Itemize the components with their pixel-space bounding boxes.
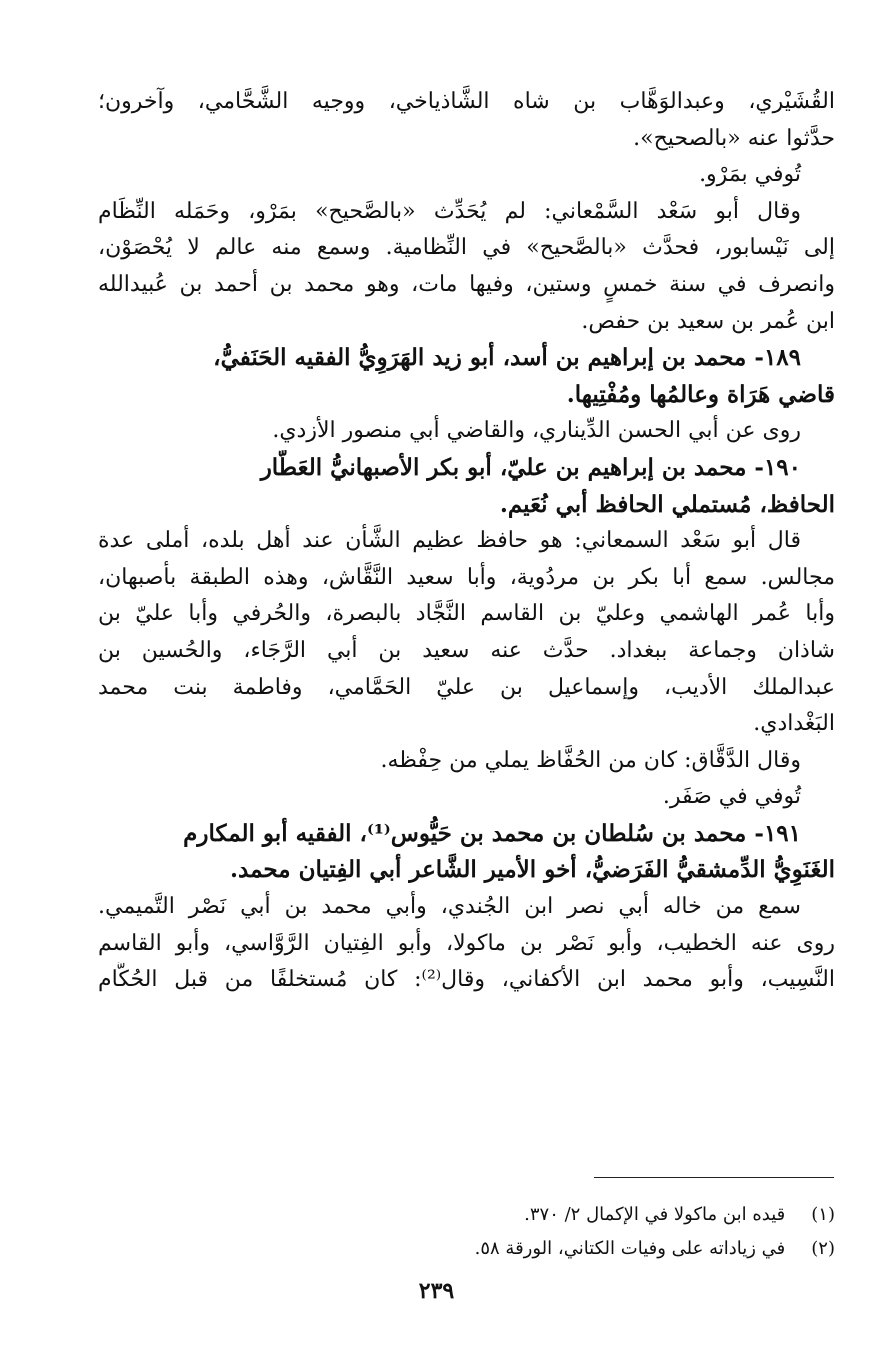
body-text-line: روى عنه الخطيب، وأبو نَصْر بن ماكولا، وأبو الفِتيان الرَّوَّاسي، وأبو القاسم [98, 930, 835, 956]
body-text-line: وقال الدَّقَّاق: كان من الحُفَّاظ يملي من حِفْظه. [380, 747, 801, 773]
body-text-line: ابن عُمر بن سعيد بن حفص. [581, 308, 835, 334]
entry-heading-line: الحافظ، مُستملي الحافظ أبي نُعَيم. [499, 490, 835, 518]
entry-heading-line: قاضي هَرَاة وعالمُها ومُفْتِيها. [566, 380, 835, 408]
footnote-1 [98, 1198, 835, 1232]
body-text-line: شاذان وجماعة ببغداد. حدَّث عنه سعيد بن أبي الرَّجَاء، والحُسين بن [98, 637, 835, 663]
entry-heading-line: ١٩٠- محمد بن إبراهيم بن عليّ، أبو بكر الأصبهانيُّ العَطَّار [260, 453, 801, 481]
footnote-1-number: (١) [811, 1204, 835, 1225]
body-text-line: وقال أبو سَعْد السَّمْعاني: لم يُحَدِّث «بالصَّحيح» بمَرْو، وحَمَله النِّظَام [98, 198, 801, 224]
body-text-line: تُوفي بمَرْو. [699, 162, 801, 188]
footnote-2-text: في زياداته على وفيات الكتاني، الورقة ٥٨. [474, 1238, 786, 1259]
footnote-1-text: قيده ابن ماكولا في الإكمال ٢/ ٣٧٠. [524, 1204, 786, 1225]
body-text-line: سمع من خاله أبي نصر ابن الجُندي، وأبي محمد بن أبي نَصْر التَّميمي. [98, 894, 801, 920]
footnote-2-number: (٢) [811, 1238, 835, 1259]
footnotes [98, 1198, 835, 1266]
entry-heading-line: ١٩١- محمد بن سُلطان بن محمد بن حَيُّوس⁽¹⁾، الفقيه أبو المكارم [183, 819, 801, 847]
body-text-line: وانصرف في سنة خمسٍ وستين، وفيها مات، وهو محمد بن أحمد بن عُبيدالله [98, 271, 835, 297]
body-text-line: عبدالملك الأديب، وإسماعيل بن عليّ الحَمَّامي، وفاطمة بنت محمد [98, 674, 835, 700]
body-text-line: روى عن أبي الحسن الدِّيناري، والقاضي أبي منصور الأزدي. [272, 418, 801, 444]
body-text-line: حدَّثوا عنه «بالصحيح». [633, 125, 835, 151]
page-body [98, 84, 835, 999]
body-text-line: قال أبو سَعْد السمعاني: هو حافظ عظيم الشَّأن عند أهل بلده، أملى عدة [98, 528, 801, 554]
body-text-line: مجالس. سمع أبا بكر بن مردُوية، وأبا سعيد النَّقَّاش، وهذه الطبقة بأصبهان، [98, 564, 835, 590]
body-text-line: تُوفي في صَفَر. [662, 784, 801, 810]
footnote-2 [98, 1232, 835, 1266]
body-text-line: إلى نَيْسابور، فحدَّث «بالصَّحيح» في النِّظامية. وسمع منه عالم لا يُحْصَوْن، [98, 235, 835, 261]
entry-heading-line: ١٨٩- محمد بن إبراهيم بن أسد، أبو زيد الهَرَوِيُّ الفقيه الحَنَفيُّ، [213, 344, 801, 372]
entry-heading-line: الغَنَوِيُّ الدِّمشقيُّ الفَرَضيُّ، أخو الأمير الشَّاعر أبي الفِتيان محمد. [230, 856, 835, 884]
body-text-line: وأبا عُمر الهاشمي وعليّ بن القاسم النَّجَّاد بالبصرة، والحُرفي وأبا عليّ بن [98, 601, 835, 627]
footnote-divider [594, 1177, 834, 1178]
page-number: ٢٣٩ [418, 1278, 455, 1304]
body-text-line: النَّسِيب، وأبو محمد ابن الأكفاني، وقال⁽²⁾: كان مُستخلفًا من قبل الحُكَّام [98, 967, 835, 993]
body-text-line: البَغْدادي. [753, 711, 835, 737]
body-text-line: القُشَيْري، وعبدالوَهَّاب بن شاه الشَّاذياخي، ووجيه الشَّحَّامي، وآخرون؛ [98, 89, 835, 114]
